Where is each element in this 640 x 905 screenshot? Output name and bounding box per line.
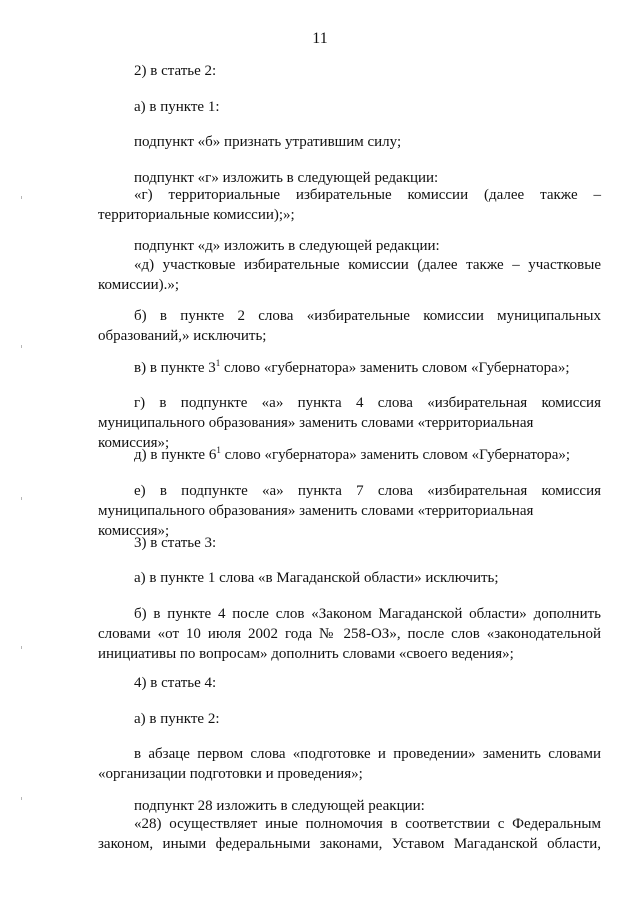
- text-segment: в) в пункте 3: [134, 360, 216, 376]
- superscript: 1: [215, 358, 221, 368]
- paragraph-subitem-g-intro: подпункт «г» изложить в следующей редакции:: [134, 170, 439, 186]
- paragraph-item-1: а) в пункте 1:: [134, 99, 220, 115]
- text-segment: слово «губернатора» заменить словом «Губернатора»;: [220, 447, 571, 463]
- text-line: б) в пункте 2 слова «избирательные комиссии муниципальных: [134, 308, 601, 324]
- text-line: г) в подпункте «а» пункта 4 слова «избирательная комиссия: [134, 395, 601, 411]
- paragraph-article-4: 4) в статье 4:: [134, 675, 217, 691]
- margin-mark: [21, 646, 22, 649]
- text-line: «г) территориальные избирательные комиссии (далее также –: [134, 187, 601, 203]
- text-line: «д) участковые избирательные комиссии (далее также – участковые: [134, 257, 601, 273]
- text-segment: слово «губернатора» заменить словом «Губернатора»;: [220, 360, 570, 376]
- text-segment: д) в пункте 6: [134, 447, 217, 463]
- paragraph-subitem-d-text: [98, 255, 601, 295]
- paragraph-first-paragraph-change: [98, 744, 601, 784]
- paragraph-subitem-d-intro: подпункт «д» изложить в следующей редакции:: [134, 238, 440, 254]
- paragraph-item-b-art3: [98, 604, 601, 664]
- text-line: комиссии).»;: [98, 277, 180, 293]
- text-line: словами «от 10 июля 2002 года № 258-ОЗ», после слов «законодательной: [98, 626, 601, 642]
- paragraph-item-d: [98, 445, 601, 465]
- text-line: территориальные комиссии);»;: [98, 207, 295, 223]
- margin-mark: [21, 497, 22, 500]
- text-line: инициативы по вопросам» дополнить словами «своего ведения»;: [98, 646, 514, 662]
- text-line: муниципального образования» заменить словами «территориальная комиссия»;: [98, 503, 534, 539]
- margin-mark: [21, 196, 22, 199]
- paragraph-article-2: 2) в статье 2:: [134, 63, 217, 79]
- paragraph-item-g: [98, 393, 601, 453]
- page-number: 11: [312, 30, 328, 47]
- text-line: «организации подготовки и проведения»;: [98, 766, 363, 782]
- text-line: б) в пункте 4 после слов «Законом Магаданской области» дополнить: [134, 606, 601, 622]
- margin-mark: [21, 345, 22, 348]
- text-line: «28) осуществляет иные полномочия в соответствии с Федеральным: [134, 816, 601, 832]
- text-line: муниципального образования» заменить словами «территориальная комиссия»;: [98, 415, 534, 451]
- margin-mark: [21, 797, 22, 800]
- text-line: законом, иными федеральными законами, Уставом Магаданской области,: [98, 836, 601, 852]
- paragraph-subitem-28-intro: подпункт 28 изложить в следующей реакции:: [134, 798, 425, 814]
- paragraph-subitem-g-text: [98, 185, 601, 225]
- paragraph-item-b: [98, 306, 601, 346]
- paragraph-item-v: [98, 358, 601, 378]
- superscript: 1: [216, 445, 221, 455]
- paragraph-item-a-art4: а) в пункте 2:: [134, 711, 220, 727]
- text-line: е) в подпункте «а» пункта 7 слова «избирательная комиссия: [134, 483, 601, 499]
- text-line: образований,» исключить;: [98, 328, 267, 344]
- paragraph-item-a-art3: а) в пункте 1 слова «в Магаданской области» исключить;: [134, 570, 499, 586]
- paragraph-item-e: [98, 481, 601, 541]
- text-line: в абзаце первом слова «подготовке и проведении» заменить словами: [134, 746, 601, 762]
- paragraph-article-3: 3) в статье 3:: [134, 535, 217, 551]
- paragraph-subitem-b: подпункт «б» признать утратившим силу;: [134, 134, 402, 150]
- paragraph-subitem-28-text: [98, 814, 601, 854]
